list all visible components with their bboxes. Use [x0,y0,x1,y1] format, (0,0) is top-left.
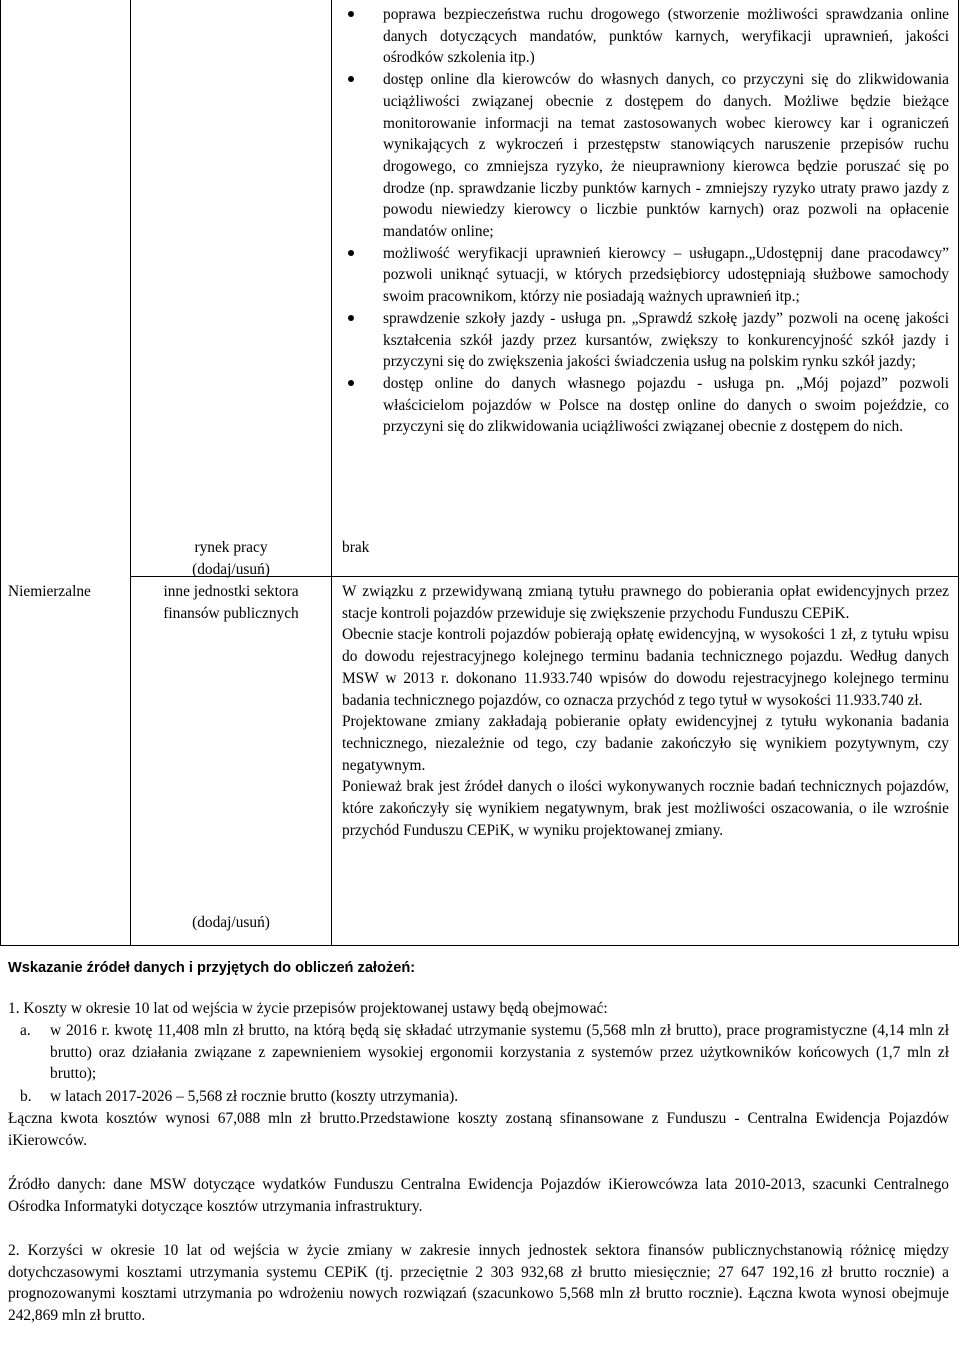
table-border-col2 [331,0,332,946]
list-item: dostęp online do danych własnego pojazdu - usługa pn. „Mój pojazd” pozwoli właścicielom pojazdów w Polsce na dostęp online do danych o swoim pojeździe, co przyczyni się do zlikwidowania uciążliwości związanej obecnie z dostępem do nich. [383,373,949,438]
sektor-add-remove-link[interactable]: (dodaj/usuń) [192,914,270,931]
bullet-icon [348,11,354,17]
sources-total: Łączna kwota kosztów wynosi 67,088 mln zł brutto.Przedstawione koszty zostaną sfinansowane z Funduszu - Centralna Ewidencja Pojazdów iKierowców. [8,1110,949,1149]
list-item: dostęp online dla kierowców do własnych danych, co przyczyni się do zlikwidowania uciążliwości związanej obecnie z dostępem do danych. Możliwe będzie bieżące monitorowanie informacji na temat zastosowanych wobec kierowcy kar i ograniczeń wynikających z wykroczeń i przestępstw stanowiących naruszenie przepisów ruchu drogowego, co zmniejsza ryzyko, że nieuprawniony kierowca będzie poruszać się po drodze (np. sprawdzanie liczby punktów karnych - zmniejszy ryzyko utraty prawo jazdy z powodu niewiedzy kierowcy o liczbie punktów karnych) oraz pozwoli na opłacenie mandatów online; [383,69,949,243]
sektor-paragraph: W związku z przewidywaną zmianą tytułu prawnego do pobierania opłat ewidencyjnych przez stacje kontroli pojazdów przewiduje się zwiększenie przychodu Funduszu CEPiK. [342,583,949,622]
list-item: poprawa bezpieczeństwa ruchu drogowego (stworzenie możliwości sprawdzania online danych dotyczących mandatów, punktów karnych, weryfikacji uprawnień, jakości ośrodków szkolenia itp.) [383,4,949,69]
sources-item-1b-marker: b. [20,1088,32,1105]
bullet-icon [348,380,354,386]
table-border-bottom [0,945,959,946]
bullet-icon [348,315,354,321]
sektor-paragraph: Projektowane zmiany zakładają pobieranie opłaty ewidencyjnej z tytułu wykonania badania technicznego, niezależnie od tego, czy badanie zakończyło się wynikiem pozytywnym, czy negatywnym. [342,713,949,774]
sources-item-1: 1. Koszty w okresie 10 lat od wejścia w życie przepisów projektowanej ustawy będą obejmować: [8,1000,608,1017]
sources-item-1b: w latach 2017-2026 – 5,568 zł rocznie brutto (koszty utrzymania). [50,1088,459,1105]
table-border-col1 [130,0,131,946]
rynek-pracy-label: rynek pracy [194,539,268,556]
list-item: możliwość weryfikacji uprawnień kierowcy – usługapn.„Udostępnij dane pracodawcy” pozwoli uniknąć sytuacji, w których przedsiębiorcy udostępniają służbowe samochody swoim pracownikom, którzy nie posiadają ważnych uprawnień itp.; [383,243,949,308]
sources-item-1a: w 2016 r. kwotę 11,408 mln zł brutto, na którą będą się składać utrzymanie systemu (5,568 mln zł brutto), prace programistyczne (4,14 mln zł brutto) oraz działania związane z zapewnieniem wysokiej ergonomii korzystania z systemów przez użytkowników końcowych (1,7 mln zł brutto); [50,1022,949,1083]
sektor-label: inne jednostki sektora finansów publicznych [163,583,299,622]
benefits-list [383,4,949,438]
sektor-description [342,581,949,841]
sektor-paragraph: Ponieważ brak jest źródeł danych o ilości wykonywanych rocznie badań technicznych pojazdów, które zakończyły się wynikiem negatywnym, brak jest możliwości oszacowania, o ile wzrośnie przychód Funduszu CEPiK, w wyniku projektowanej zmiany. [342,778,949,839]
rynek-pracy-value: brak [342,539,370,556]
niemierzalne-label: Niemierzalne [8,583,91,600]
rynek-pracy-cell [131,537,331,580]
sources-item-2: 2. Korzyści w okresie 10 lat od wejścia w życie zmiany w zakresie innych jednostek sektora finansów publicznychstanowią różnicę między dotychczasowymi kosztami utrzymania systemu CEPiK (tj. przeciętnie 2 303 932,68 zł brutto miesięcznie; 27 647 192,16 zł brutto rocznie) a prognozowanymi kosztami utrzymania po wdrożeniu nowych rozwiązań (szacunkowo 5,568 mln zł brutto rocznie). Łączna kwota wynosi obejmuje 242,869 mln zł brutto. [8,1242,949,1325]
bullet-icon [348,250,354,256]
list-item: sprawdzenie szkoły jazdy - usługa pn. „Sprawdź szkołę jazdy” pozwoli na ocenę jakości kształcenia szkół jazdy przez kursantów, zwiększy to konkurencyjność szkół jazdy i przyczyni się do zwiększenia jakości świadczenia usług na polskim rynku szkół jazdy; [383,308,949,373]
rynek-pracy-add-remove-link[interactable]: (dodaj/usuń) [192,560,270,578]
bullet-icon [348,76,354,82]
sources-item-1a-marker: a. [20,1022,31,1039]
benefits-bullets-cell [383,4,949,438]
table-border-left [0,0,1,946]
sektor-paragraph: Obecnie stacje kontroli pojazdów pobierają opłatę ewidencyjną, w wysokości 1 zł, z tytułu wpisu do dowodu rejestracyjnego kolejnego terminu badania technicznego pojazdu. Według danych MSW w 2013 r. dokonano 11.933.740 wpisów do dowodu rejestracyjnego kolejnego terminu badania technicznego pojazdów, co oznacza przychód z tego tytuł w wysokości 11.933.740 zł. [342,626,949,709]
sources-data-source: Źródło danych: dane MSW dotyczące wydatków Funduszu Centralna Ewidencja Pojazdów iKierowcówza lata 2010-2013, szacunki Centralnego Ośrodka Informatyki dotyczące kosztów utrzymania infrastruktury. [8,1176,949,1215]
sources-heading: Wskazanie źródeł danych i przyjętych do obliczeń założeń: [8,960,416,976]
table-border-right [958,0,959,946]
